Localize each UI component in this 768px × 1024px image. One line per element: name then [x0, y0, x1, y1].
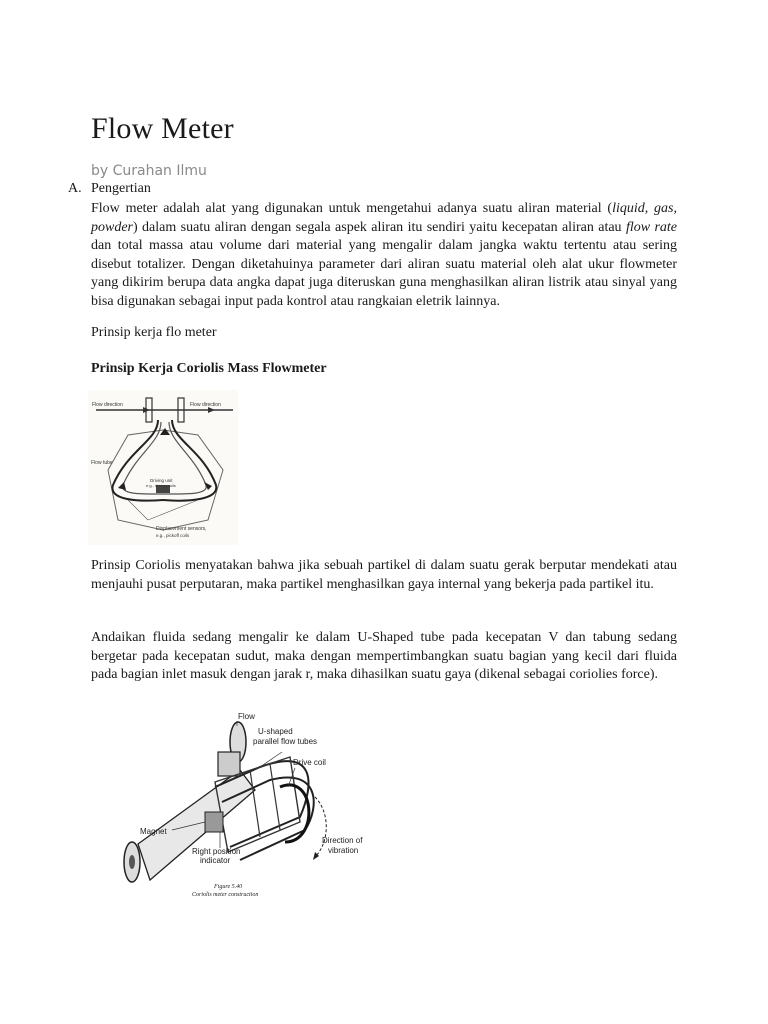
paragraph-u-shaped-tube: Andaikan fluida sedang mengalir ke dalam U-Shaped tube pada kecepatan V dan tabung sedang bergetar pada kecepatan sudut, maka dengan mempertimbangkan suatu bagian yang kecil dari fluida pada bagian inlet masuk dengan jarak r, maka dihasilkan suatu gaya (dikenal sebagai coriolies force). — [91, 630, 677, 682]
label-parallel-flow-tubes: parallel flow tubes — [253, 737, 318, 746]
paragraph-text: dan total massa atau volume dari material yang mengalir dalam jangka waktu tertentu atau sering disebut totalizer. Dengan diketahuinya parameter dari aliran suatu material oleh alat ukur flowmeter yang dikirim berupa data angka dapat juga diteruskan guna menghasilkan aliran listrik atau sinyal yang bisa digunakan sebagai input pada kontrol atau rangkaian eletrik lainnya. — [91, 238, 677, 309]
paragraph-text: Flow meter adalah alat yang digunakan untuk mengetahui adanya suatu aliran material ( — [91, 201, 613, 216]
figure-caption-text: Coriolis meter construction — [192, 892, 259, 898]
page-title: Flow Meter — [91, 112, 234, 145]
coriolis-meter-construction-figure — [110, 712, 380, 908]
label-displacement-sensors: Displacement sensors, — [156, 526, 207, 532]
label-flow-direction-left: Flow direction — [92, 402, 123, 408]
label-driving-unit-sub: e.g., driving coils — [146, 483, 176, 488]
label-drive-coil: Drive coil — [293, 758, 326, 767]
label-flow: Flow — [238, 712, 255, 721]
label-vibration: vibration — [328, 846, 359, 855]
label-flow-tube: Flow tube — [91, 460, 113, 466]
label-flow-direction-right: Flow direction — [190, 402, 221, 408]
label-magnet: Magnet — [140, 827, 167, 836]
label-right-position: Right position — [192, 847, 241, 856]
label-u-shaped: U-shaped — [258, 727, 293, 736]
figure-caption-number: Figure 5.40 — [214, 884, 243, 890]
paragraph-prinsip-kerja: Prinsip kerja flo meter — [91, 325, 217, 340]
section-letter: A. — [68, 181, 82, 196]
coriolis-schematic-figure — [88, 390, 238, 545]
paragraph-text: ) dalam suatu aliran dengan segala aspek aliran itu sendiri yaitu kecepatan aliran atau — [133, 219, 626, 235]
section-heading — [68, 181, 151, 197]
label-driving-unit: Driving unit — [150, 478, 173, 483]
label-displacement-sensors-sub: e.g., pickoff coils — [156, 533, 190, 538]
label-direction-of: Direction of — [322, 836, 363, 845]
label-indicator: indicator — [200, 856, 231, 865]
section-title: Pengertian — [91, 181, 151, 196]
paragraph-prinsip-coriolis: Prinsip Coriolis menyatakan bahwa jika sebuah partikel di dalam suatu gerak berputar mendekati atau menjauhi pusat perputaran, maka partikel menghasilkan gaya internal yang bekerja pada partikel itu. — [91, 558, 677, 592]
paragraph-pengertian — [91, 200, 677, 311]
subheading-coriolis: Prinsip Kerja Coriolis Mass Flowmeter — [91, 361, 327, 376]
byline: by Curahan Ilmu — [91, 163, 207, 179]
paragraph-italic: flow rate — [625, 219, 677, 235]
paragraph-italic: liquid, gas, powder — [91, 201, 677, 235]
